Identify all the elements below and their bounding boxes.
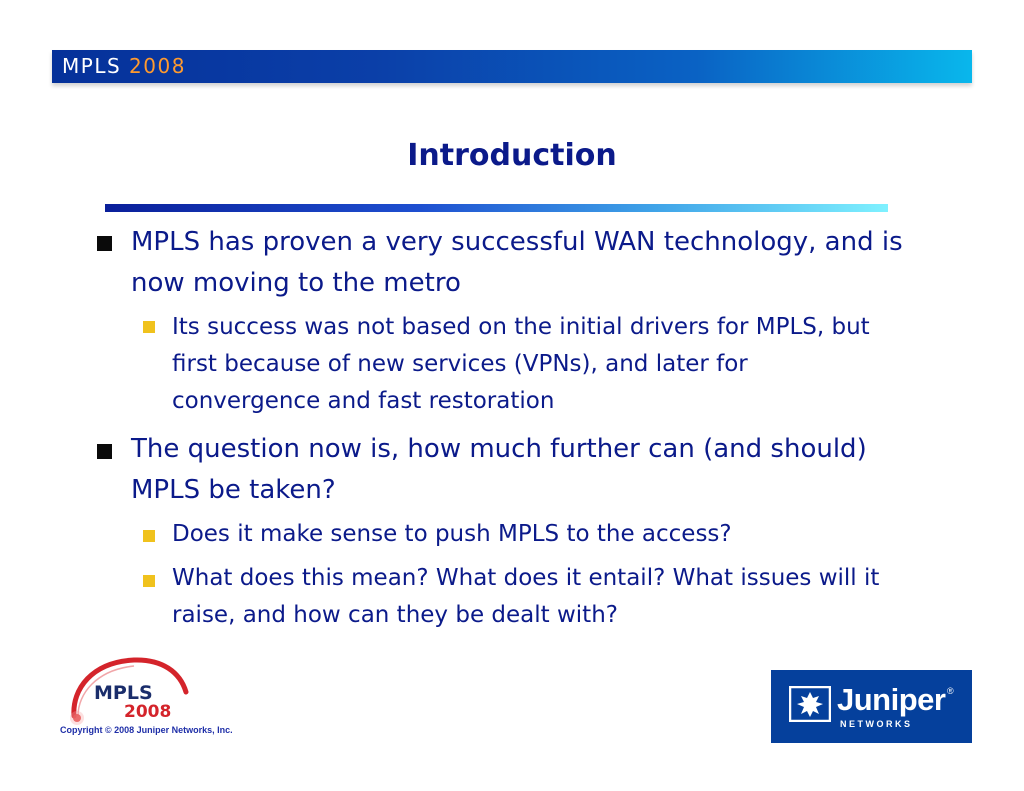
slide-title: Introduction bbox=[407, 138, 617, 173]
banner-title bbox=[62, 54, 186, 78]
bullet-square-icon bbox=[97, 444, 112, 459]
bullet-level1-2: The question now is, how much further can (and should) MPLS be taken? bbox=[131, 434, 867, 505]
juniper-wordmark: Juniper bbox=[837, 682, 946, 717]
banner-year: 2008 bbox=[129, 54, 186, 78]
bullet-level2-3: What does this mean? What does it entail? What issues will it raise, and how can they be dealt with? bbox=[172, 565, 880, 628]
banner-word: MPLS bbox=[62, 54, 122, 78]
juniper-mark-icon bbox=[789, 686, 831, 722]
sub-bullet-square-icon bbox=[143, 575, 155, 587]
sub-bullet-square-icon bbox=[143, 321, 155, 333]
juniper-networks-logo bbox=[771, 670, 972, 743]
copyright-text: Copyright © 2008 Juniper Networks, Inc. bbox=[60, 725, 233, 735]
bullet-square-icon bbox=[97, 236, 112, 251]
logo-year: 2008 bbox=[124, 702, 172, 722]
title-underline bbox=[105, 204, 888, 212]
bullet-level1-1: MPLS has proven a very successful WAN technology, and is now moving to the metro bbox=[131, 227, 903, 298]
header-banner bbox=[52, 50, 972, 83]
logo-mpls-word: MPLS bbox=[94, 682, 153, 704]
sub-bullet-square-icon bbox=[143, 530, 155, 542]
juniper-networks-sub: NETWORKS bbox=[840, 719, 913, 729]
registered-mark: ® bbox=[947, 686, 954, 696]
bullet-level2-1: Its success was not based on the initial drivers for MPLS, but first because of new services (VPNs), and later for convergence and fast restoration bbox=[172, 314, 870, 414]
bullet-level2-2: Does it make sense to push MPLS to the access? bbox=[172, 521, 732, 547]
